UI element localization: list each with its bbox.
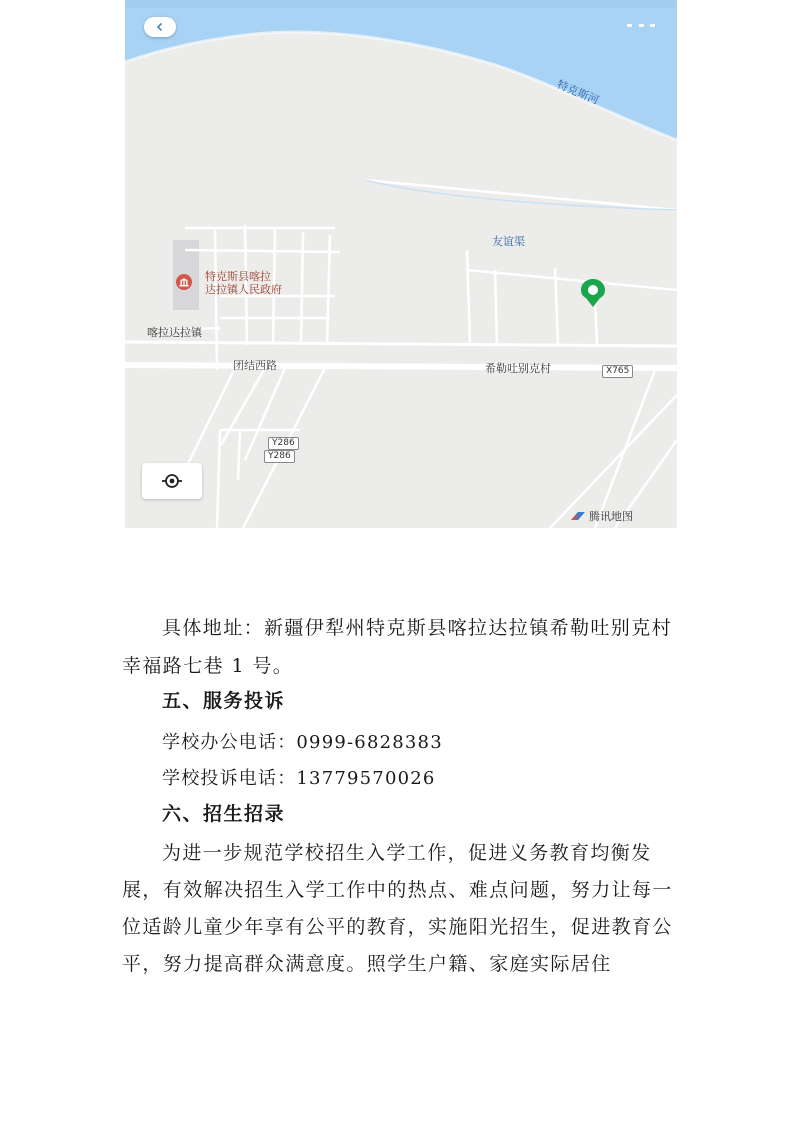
road-shield-x765: X765 (602, 365, 633, 378)
government-icon[interactable] (176, 274, 192, 290)
map-brand (570, 508, 633, 524)
road-shield-y286: Y286 (264, 450, 295, 463)
more-icon-dot (639, 24, 644, 27)
address-paragraph: 具体地址：新疆伊犁州特克斯县喀拉达拉镇希勒吐别克村幸福路七巷 1 号。 (122, 617, 673, 677)
back-button[interactable] (144, 17, 176, 37)
complaint-phone-line: 学校投诉电话：13779570026 (162, 768, 436, 789)
tencent-map-logo-icon (570, 511, 586, 521)
canal-label: 友谊渠 (492, 235, 525, 248)
more-icon-dot (627, 24, 632, 27)
locate-button[interactable] (142, 463, 202, 499)
village-label: 希勒吐别克村 (485, 362, 551, 375)
government-label-line1: 特克斯县喀拉 (205, 270, 271, 283)
map-screenshot[interactable] (125, 0, 677, 528)
section-heading-complaints: 五、服务投诉 (162, 690, 286, 712)
section-heading-enrollment: 六、招生招录 (162, 803, 286, 825)
more-icon-dot (650, 24, 655, 27)
map-base-layer (125, 0, 677, 528)
enrollment-paragraph: 为进一步规范学校招生入学工作，促进义务教育均衡发展，有效解决招生入学工作中的热点、难点问题，努力让每一位适龄儿童少年享有公平的教育，实施阳光招生，促进教育公平，努力提高群众满意度。照学生户籍、家庭实际居住 (122, 842, 673, 975)
road-label-tuanjie-west: 团结西路 (233, 359, 277, 372)
government-label-line2: 达拉镇人民政府 (205, 283, 282, 296)
more-options-button[interactable] (627, 18, 655, 32)
town-label: 喀拉达拉镇 (147, 326, 202, 339)
locate-icon (159, 472, 185, 490)
map-brand-name: 腾讯地图 (589, 510, 633, 523)
back-icon (155, 22, 165, 32)
river-label: 特克斯河 (555, 77, 601, 107)
government-label[interactable] (205, 270, 282, 296)
location-pin-icon[interactable] (579, 277, 607, 309)
road-shield-y286: Y286 (268, 437, 299, 450)
office-phone-line: 学校办公电话：0999-6828383 (162, 732, 443, 753)
